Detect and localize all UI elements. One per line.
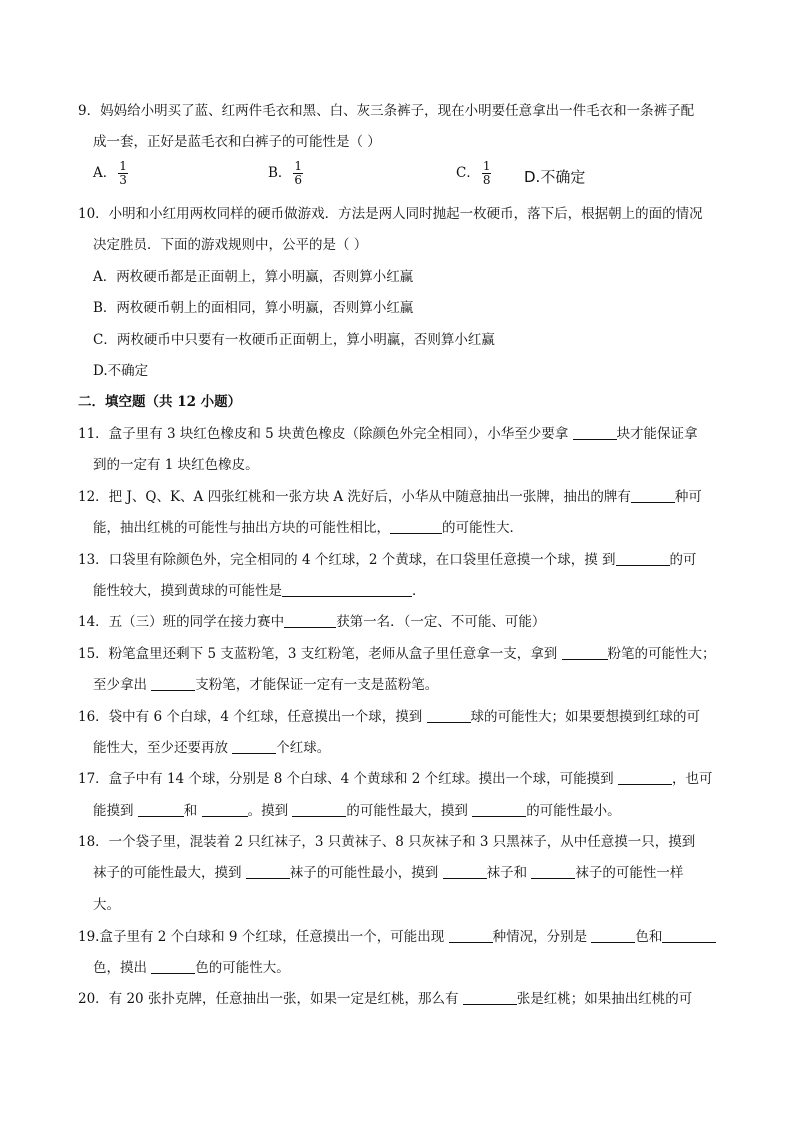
answer-blank[interactable] [443,864,487,879]
question-20-line-1 [78,990,692,1008]
question-9-line-2: 成一套，正好是蓝毛衣和白裤子的可能性是（ ） [93,134,381,150]
question-20-text-a: 20．有 20 张扑克牌，任意抽出一张，如果一定是红桃，那么有 [78,991,463,1007]
question-9-option-c[interactable] [456,160,491,187]
question-18-text-a: 袜子的可能性最大，摸到 [93,865,246,881]
answer-blank[interactable] [631,488,675,503]
question-19-text-a: 19.盒子里有 2 个白球和 9 个红球，任意摸出一个，可能出现 [78,929,449,945]
answer-blank[interactable] [202,802,248,817]
question-10-option-c[interactable]: C．两枚硬币中只要有一枚硬币正面朝上，算小明赢，否则算小红赢 [93,332,495,348]
question-9-option-b[interactable] [268,160,303,187]
question-16-text-d: 个红球。 [276,740,331,756]
question-19-text-e: 色的可能性大。 [195,960,290,976]
question-12-text-c: 能，抽出红桃的可能性与抽出方块的可能性相比， [93,520,390,536]
answer-blank[interactable] [151,959,195,974]
question-9-option-a[interactable] [93,160,128,187]
question-15-text-c: 至少拿出 [93,677,152,693]
answer-blank[interactable] [573,425,617,440]
answer-blank[interactable] [616,551,670,566]
answer-blank[interactable] [151,676,195,691]
question-10-option-b[interactable]: B．两枚硬币朝上的面相同，算小明赢，否则算小红赢 [93,300,414,316]
option-c-fraction: $\frac{1}{8}$ [482,159,491,187]
question-14-text-a: 14．五（三）班的同学在接力赛中 [78,614,285,630]
question-13-text-c: 能性较大，摸到黄球的可能性是 [93,583,282,599]
question-9-option-d[interactable]: D.不确定 [524,168,586,186]
question-17-text-a: 17．盒子中有 14 个球，分别是 8 个白球、4 个黄球和 2 个红球。摸出一个球，可能摸到 [78,771,618,787]
question-13-text-b: 的可 [669,552,697,568]
question-17-text-g: 的可能性最小。 [526,803,621,819]
question-18-line-3: 大。 [93,897,120,913]
question-14-text-b: 获第一名．（一定、不可能、可能） [336,614,546,630]
question-11-line-1 [78,425,698,443]
answer-blank[interactable] [292,802,346,817]
question-19-text-d: 色，摸出 [93,960,152,976]
question-16-text-c: 能性大，至少还要再放 [93,740,233,756]
question-17-text-d: 和 [183,803,202,819]
question-11-text-a: 11．盒子里有 3 块红色橡皮和 5 块黄色橡皮（除颜色外完全相同），小华至少要拿 [78,426,573,442]
question-15-text-a: 15．粉笔盒里还剩下 5 支蓝粉笔，3 支红粉笔，老师从盒子里任意拿一支，拿到 [78,646,562,662]
question-19-line-1 [78,928,716,946]
question-19-line-2 [93,959,290,977]
question-10-line-2: 决定胜员．下面的游戏规则中，公平的是（ ） [93,237,368,253]
answer-blank[interactable] [232,739,276,754]
question-12-text-d: 的可能性大． [442,520,523,536]
answer-blank[interactable] [246,864,290,879]
option-c-label: C． [456,165,480,181]
question-20-text-b: 张是红桃；如果抽出红桃的可 [516,991,693,1007]
section-fill-in-header: 二．填空题（共 12 小题） [78,394,242,410]
question-18-text-c: 袜子和 [486,865,532,881]
question-13-line-1 [78,551,697,569]
option-a-fraction: $\frac{1}{3}$ [119,159,127,187]
question-16-line-2 [93,739,330,757]
question-18-text-d: 袜子的可能性一样 [575,865,684,881]
answer-blank[interactable] [463,990,517,1005]
question-18-line-2 [93,864,683,882]
answer-blank[interactable] [284,613,336,628]
question-19-text-b: 种情况，分别是 [492,929,592,945]
option-a-label: A． [93,165,117,181]
option-b-fraction: $\frac{1}{6}$ [294,159,303,187]
question-17-text-e: 。摸到 [247,803,293,819]
question-14-line-1 [78,613,545,631]
question-17-text-f: 的可能性最大，摸到 [346,803,473,819]
question-17-line-2 [93,802,621,820]
question-15-line-1 [78,645,716,663]
answer-blank[interactable] [427,708,471,723]
question-17-line-1 [78,770,712,788]
answer-blank[interactable] [562,645,608,660]
question-15-text-d: 支粉笔，才能保证一定有一支是蓝粉笔。 [195,677,439,693]
option-b-label: B． [268,165,292,181]
answer-blank[interactable] [662,928,716,943]
question-16-line-1 [78,708,700,726]
question-12-text-a: 12．把 J、Q、K、A 四张红桃和一张方块 A 洗好后，小华从中随意抽出一张牌，抽出的牌有 [78,489,631,505]
question-12-line-1 [78,488,702,506]
answer-blank[interactable] [282,582,412,597]
question-19-text-c: 色和 [635,929,663,945]
question-17-text-c: 能摸到 [93,803,138,819]
answer-blank[interactable] [618,770,672,785]
question-18-text-b: 袜子的可能性最小，摸到 [289,865,443,881]
answer-blank[interactable] [390,519,442,534]
question-15-line-2 [93,676,438,694]
answer-blank[interactable] [531,864,575,879]
question-15-text-b: 粉笔的可能性大； [607,646,716,662]
question-17-text-b: ，也可 [671,771,713,787]
question-18-line-1: 18．一个袋子里，混装着 2 只红袜子，3 只黄袜子、8 只灰袜子和 3 只黑袜子，从中任意摸一只，摸到 [78,834,696,850]
question-13-text-d: ． [412,583,426,599]
question-9-line-1: 9．妈妈给小明买了蓝、红两件毛衣和黑、白、灰三条裤子，现在小明要任意拿出一件毛衣和一条裤子配 [78,103,695,119]
answer-blank[interactable] [591,928,635,943]
question-11-line-2: 到的一定有 1 块红色橡皮。 [93,457,259,473]
question-13-text-a: 13．口袋里有除颜色外，完全相同的 4 个红球，2 个黄球，在口袋里任意摸一个球，摸 到 [78,552,616,568]
answer-blank[interactable] [472,802,526,817]
question-10-line-1: 10．小明和小红用两枚同样的硬币做游戏．方法是两人同时抛起一枚硬币，落下后，根据朝上的面的情况 [78,206,703,222]
answer-blank[interactable] [138,802,184,817]
question-12-text-b: 种可 [674,489,702,505]
question-16-text-a: 16．袋中有 6 个白球，4 个红球，任意摸出一个球，摸到 [78,709,427,725]
question-11-text-b: 块才能保证拿 [616,426,698,442]
answer-blank[interactable] [449,928,493,943]
question-16-text-b: 球的可能性大；如果要想摸到红球的可 [470,709,701,725]
question-10-option-a[interactable]: A．两枚硬币都是正面朝上，算小明赢，否则算小红赢 [93,269,414,285]
question-10-option-d[interactable]: D.不确定 [93,363,149,379]
question-13-line-2 [93,582,426,600]
question-12-line-2 [93,519,523,537]
